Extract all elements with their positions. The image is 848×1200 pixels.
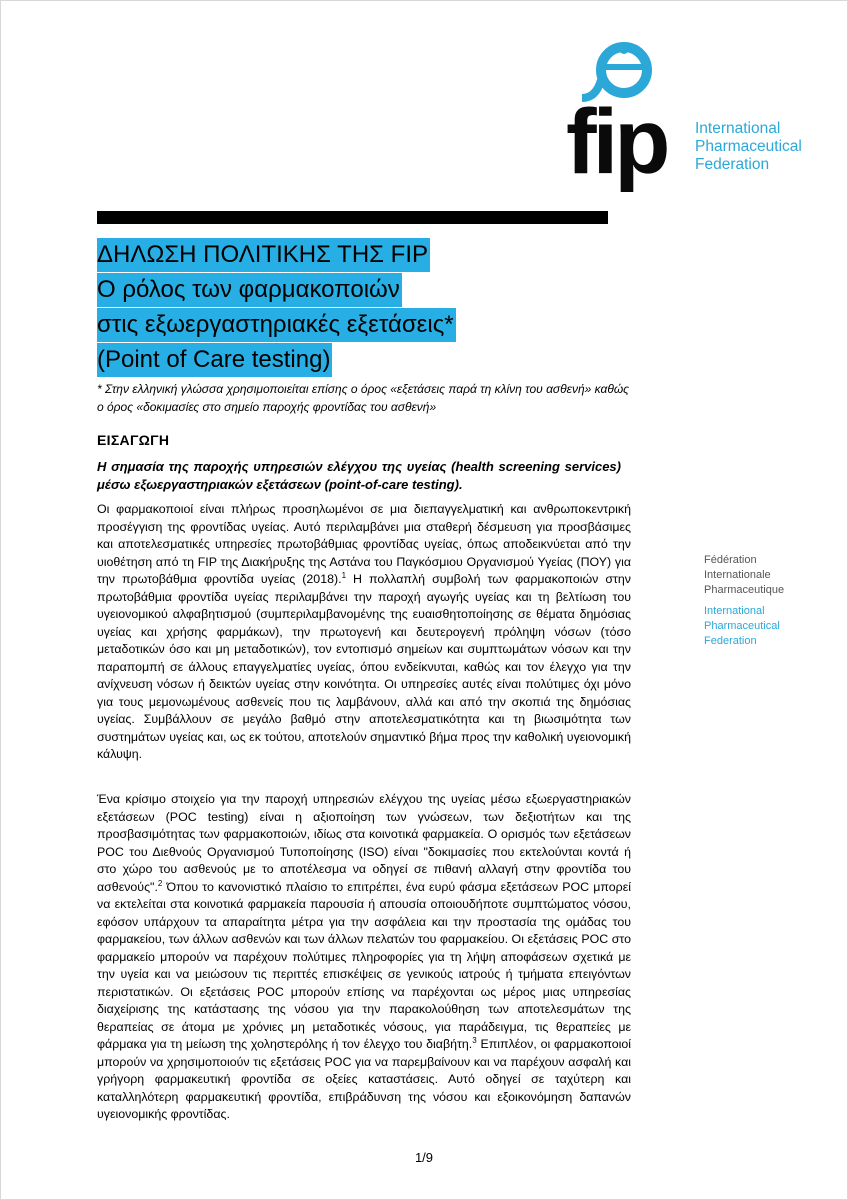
page-title [97, 238, 456, 378]
paragraph-text: Όπου το κανονιστικό πλαίσιο το επιτρέπει, ένα ευρύ φάσμα εξετάσεων POC μπορεί να εκτελείται στα κοινοτικά φαρμακεία παρουσία ή απουσία οποιουδήποτε συμπτώματος νόσου, εφόσον υπάρχουν τα απαραίτητα μέτρα για την ασφάλεια και την προστασία της ομάδας του φαρμακείου, των άλλων ασθενών και των άλλων πελατών του φαρμακείου. Οι εξετάσεις POC στο φαρμακείο μπορούν να παρέχουν πολύτιμες πληροφορίες για τη λήψη αποφάσεων σχετικά με την υγεία και να μειώσουν τις περιττές επισκέψεις σε γενικούς ιατρούς ή τμήματα επειγόντων περιστατικών. Οι εξετάσεις POC μπορούν επίσης να παρέχονται ως μέρος μιας υπηρεσίας διαχείρισης της κατάστασης της νόσου για την παρακολούθηση των αποτελεσμάτων της θεραπείας σε άτομα με χρόνιες μη μεταδοτικές νόσους, για παράδειγμα, τις θεραπείες με φάρμακα για τη μείωση της χοληστερόλης ή τον έλεγχο του διαβήτη. [97, 879, 631, 1051]
title-line: στις εξωεργαστηριακές εξετάσεις* [97, 308, 456, 342]
reference-marker: 2 [157, 878, 163, 888]
paragraph-text: Οι φαρμακοποιοί είναι πλήρως προσηλωμένοι σε μια διεπαγγελματική και ανθρωποκεντρική προσέγγιση της φροντίδας υγείας. Αυτό περιλαμβάνει μια σταθερή δέσμευση για προσβάσιμες και αποτελεσματικές υπηρεσίες πρωτοβάθμιας φροντίδας υγείας, όπως αποδεικνύεται από την υιοθέτηση από τη FIP της Διακήρυξης της Αστάνα του Παγκόσμιου Οργανισμού Υγείας (ΠΟΥ) για την πρωτοβάθμια φροντίδα υγείας (2018). [97, 502, 631, 586]
paragraph-text: Επιπλέον, οι φαρμακοποιοί μπορούν να χρησιμοποιούν τις εξετάσεις POC για να παρεμβαίνουν και να παρέχουν ασφαλή και γρήγορη φαρμακευτική φροντίδα σε οξείες καταστάσεις. Αυτό οδηγεί σε ταχύτερη και καταλληλότερη φαρμακευτική φροντίδα, επιβράδυνση της νόσου και εξοικονόμηση δαπανών υγειονομικής φροντίδας. [97, 1037, 631, 1121]
logo-org-line: Pharmaceutical [695, 138, 802, 155]
title-footnote: * Στην ελληνική γλώσσα χρησιμοποιείται επίσης ο όρος «εξετάσεις παρά τη κλίνη του ασθενή» καθώς ο όρος «δοκιμασίες στο σημείο παροχής φροντίδας του ασθενή» [97, 382, 630, 414]
logo-wordmark: fip [566, 91, 667, 193]
title-line: (Point of Care testing) [97, 343, 332, 377]
side-org-line: Pharmaceutique [704, 584, 785, 596]
logo-org-line: Federation [695, 156, 770, 173]
title-line: ΔΗΛΩΣΗ ΠΟΛΙΤΙΚΗΣ ΤΗΣ FIP [97, 238, 430, 272]
paragraph-text: Η πολλαπλή συμβολή των φαρμακοποιών στην πρωτοβάθμια φροντίδα υγείας περιλαμβάνει την παροχή αγωγής υγείας και τη βελτίωση του υγειονομικού αλφαβητισμού (συμπεριλαμβανομένης της ευαισθητοποίησης σε θέματα δημόσιας υγείας και χρήσης φαρμάκων), την πρωτογενή και δευτερογενή πρόληψη νόσων (τόσο μεταδοτικών όσο και μη μεταδοτικών), τον εντοπισμό σημείων και συμπτωμάτων νόσων και την παραπομπή σε άλλους επαγγελματίες υγείας, όπου ενδείκνυται, καθώς και τον έλεγχο για την ανίχνευση νόσων ή δεικτών υγείας στην κοινότητα. Οι υπηρεσίες αυτές είναι πολύτιμες όχι μόνο για τους μεμονωμένους ασθενείς που τις λαμβάνουν, αλλά και από την σκοπιά της δημόσιας υγείας. Συμβάλλουν σε μεγάλο βαθμό στην αποτελεσματικότητα και τη βιωσιμότητα των συστημάτων υγείας και, ως εκ τούτου, αποτελούν σημαντικό βήμα προς την καθολική υγειονομική κάλυψη. [97, 572, 631, 761]
side-org-line: International [704, 605, 765, 617]
side-org-line: Internationale [704, 569, 771, 581]
paragraph-text: Ένα κρίσιμο στοιχείο για την παροχή υπηρεσιών ελέγχου της υγείας μέσω εξωεργαστηριακών εξετάσεων (POC testing) είναι η αξιοποίηση των γνώσεων, των δεξιοτήτων και της προσβασιμότητας των φαρμακοποιών, ιδίως στα κοινοτικά φαρμακεία. Ο ορισμός των εξετάσεων POC του Διεθνούς Οργανισμού Τυποποίησης (ISO) είναι "δοκιμασίες που εκτελούνται κοντά ή στο χώρο του ασθενούς με το αποτέλεσμα να οδηγεί σε πιθανή αλλαγή στην φροντίδα του ασθενούς". [97, 792, 631, 894]
title-line: Ο ρόλος των φαρμακοποιών [97, 273, 402, 307]
body-paragraph [97, 791, 631, 1124]
side-org-english [704, 604, 784, 649]
reference-marker: 1 [341, 570, 347, 580]
page-number: 1/9 [414, 1150, 434, 1165]
fip-logo [560, 40, 820, 200]
side-org-french [704, 553, 784, 598]
section-heading: ΕΙΣΑΓΩΓΗ [97, 432, 170, 448]
body-paragraph [97, 501, 631, 764]
header-rule [97, 211, 608, 224]
lead-text: Η σημασία της παροχής υπηρεσιών ελέγχου της υγείας (health screening services) μέσω εξωεργαστηριακών εξετάσεων (point-of-care testing). [97, 459, 621, 492]
side-org-line: Pharmaceutical [704, 620, 780, 632]
logo-org-line: International [695, 120, 781, 137]
logo-org-name [695, 120, 802, 174]
side-org-line: Fédération [704, 554, 757, 566]
reference-marker: 3 [472, 1035, 477, 1045]
side-org-line: Federation [704, 635, 757, 647]
side-org-names [704, 553, 784, 649]
